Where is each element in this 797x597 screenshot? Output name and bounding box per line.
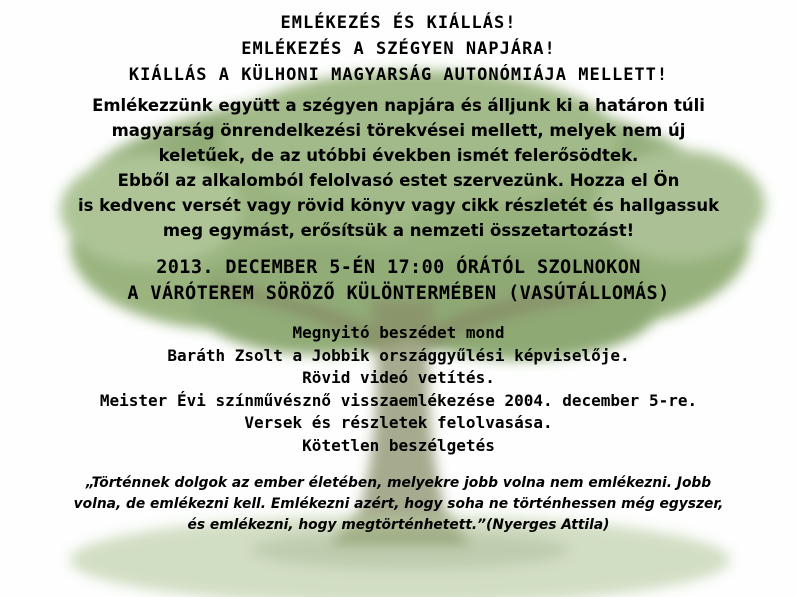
- quote-line: volna, de emlékezni kell. Emlékezni azért, hogy soha ne történhessen még egyszer,: [73, 496, 724, 512]
- program-list: [0, 322, 797, 457]
- event-date-time: 2013. DECEMBER 5-ÉN 17:00 ÓRÁTÓL SZOLNOKON: [156, 257, 641, 278]
- heading-slogan: KIÁLLÁS A KÜLHONI MAGYARSÁG AUTONÓMIÁJA MELLETT!: [128, 65, 669, 85]
- program-item: Baráth Zsolt a Jobbik országgyűlési képviselője.: [167, 345, 630, 365]
- quote-line: „Történnek dolgok az ember életében, melyekre jobb volna nem emlékezni. Jobb: [85, 475, 712, 491]
- event-venue: A VÁRÓTEREM SÖRÖZŐ KÜLÖNTERMÉBEN (VASÚTÁLLOMÁS): [127, 283, 670, 304]
- invitation-line: is kedvenc versét vagy rövid könyv vagy cikk részletét és hallgassuk: [77, 196, 720, 215]
- invitation-line: meg egymást, erősítsük a nemzeti összetartozást!: [162, 221, 635, 240]
- closing-quote: [19, 473, 779, 536]
- program-item: Meister Évi színművésznő visszaemlékezése 2004. december 5-re.: [99, 390, 698, 410]
- program-item: Megnyitó beszédet mond: [292, 323, 505, 342]
- program-item: Versek és részletek felolvasása.: [244, 413, 553, 432]
- heading-subtitle: EMLÉKEZÉS A SZÉGYEN NAPJÁRA!: [241, 39, 556, 59]
- heading-title: EMLÉKEZÉS ÉS KIÁLLÁS!: [280, 13, 517, 33]
- poster-content: [0, 10, 797, 536]
- program-item: Rövid videó vetítés.: [302, 368, 495, 387]
- quote-line: és emlékezni, hogy megtörténhetett.”(Nyerges Attila): [187, 517, 610, 533]
- invitation-line: keletűek, de az utóbbi években ismét felerősödtek.: [158, 146, 639, 165]
- invitation-line: Ebből az alkalomból felolvasó estet szervezünk. Hozza el Ön: [117, 171, 680, 190]
- headings-block: [0, 10, 797, 88]
- event-details: [0, 255, 797, 307]
- invitation-text: [0, 93, 797, 243]
- invitation-line: magyarság önrendelkezési törekvései mellett, melyek nem új: [111, 121, 686, 140]
- invitation-line: Emlékezzünk együtt a szégyen napjára és álljunk ki a határon túli: [92, 96, 705, 115]
- program-item: Kötetlen beszélgetés: [302, 435, 495, 455]
